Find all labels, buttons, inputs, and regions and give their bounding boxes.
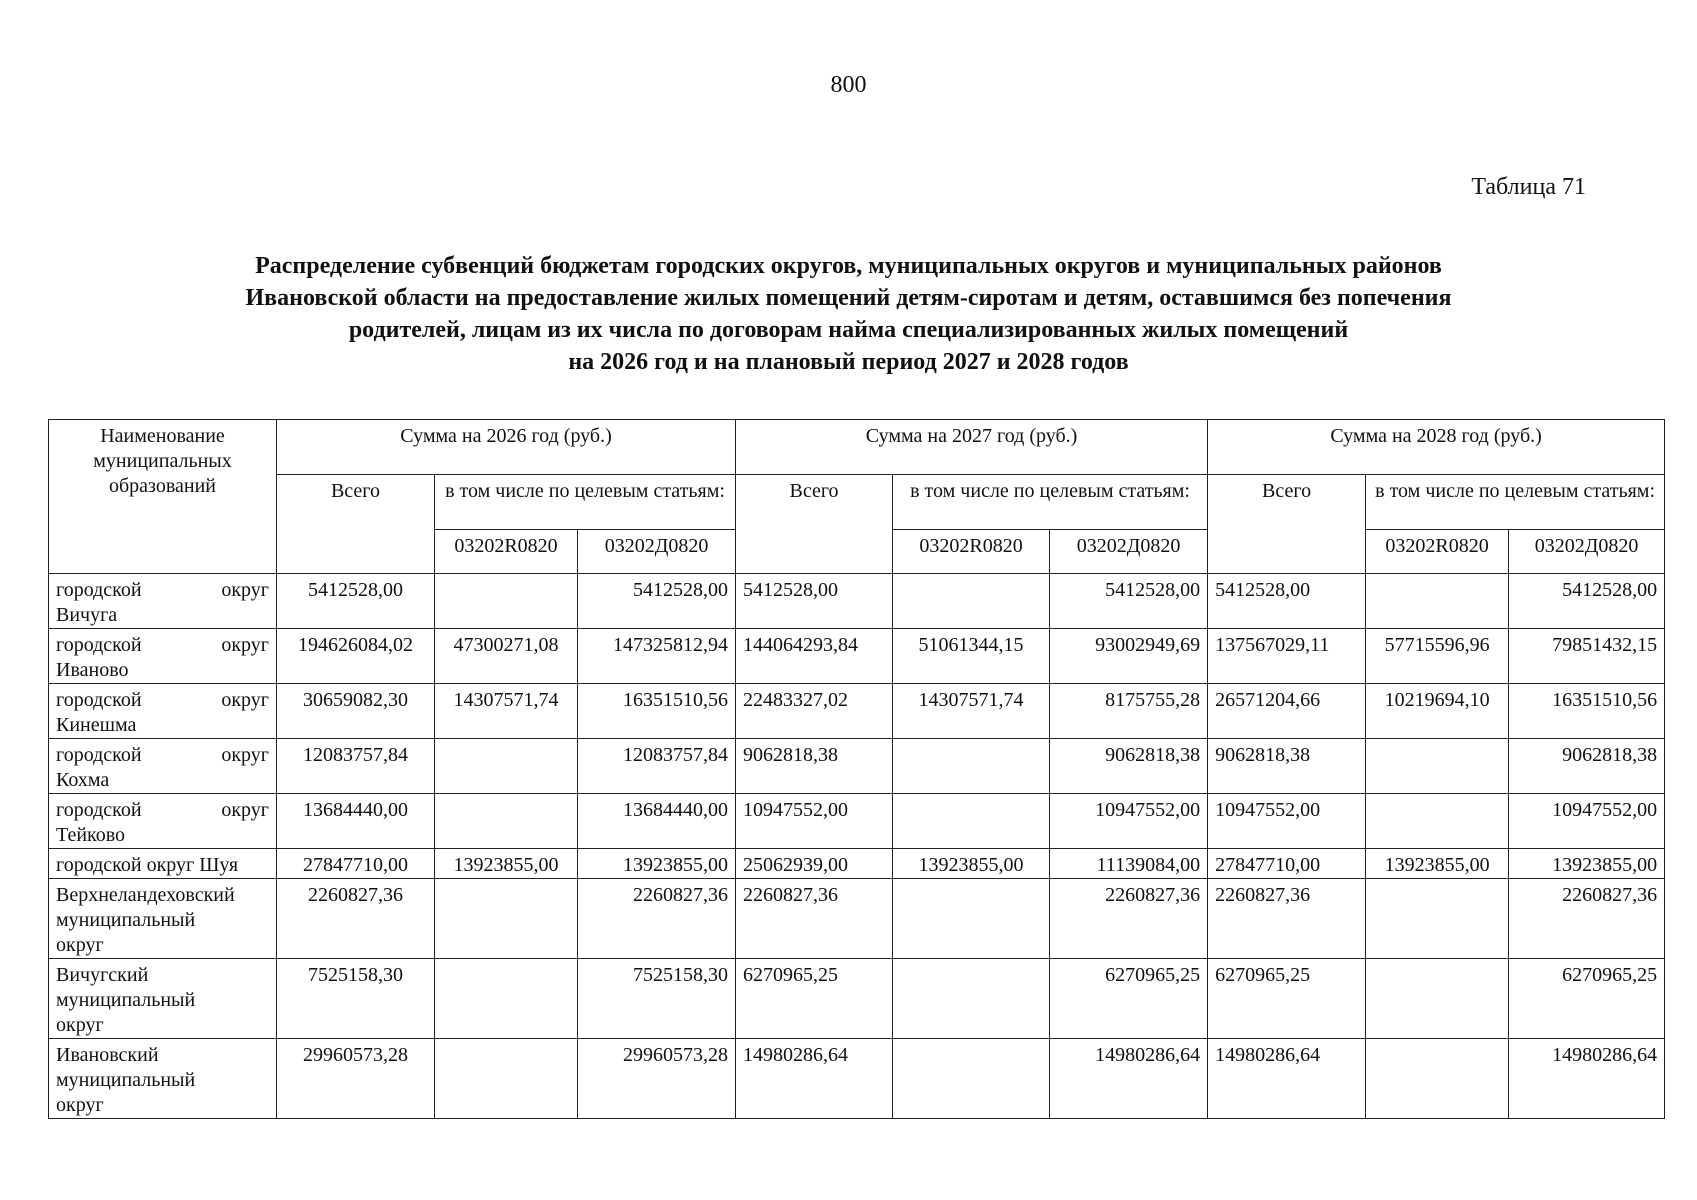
value-cell bbox=[1366, 739, 1509, 794]
value-cell: 10947552,00 bbox=[736, 794, 893, 849]
value-cell bbox=[893, 879, 1050, 959]
table-row bbox=[49, 794, 1665, 849]
value-cell: 6270965,25 bbox=[1208, 959, 1366, 1039]
value-cell: 2260827,36 bbox=[736, 879, 893, 959]
value-cell: 14980286,64 bbox=[1050, 1039, 1208, 1119]
municipality-name: городской округ Вичуга bbox=[49, 574, 277, 629]
value-cell: 93002949,69 bbox=[1050, 629, 1208, 684]
value-cell bbox=[1366, 879, 1509, 959]
header-incl-2026: в том числе по целевым статьям: bbox=[435, 475, 736, 530]
value-cell: 2260827,36 bbox=[277, 879, 435, 959]
header-year-2028: Сумма на 2028 год (руб.) bbox=[1208, 420, 1665, 475]
value-cell bbox=[893, 1039, 1050, 1119]
title-line: родителей, лицам из их числа по договорам найма специализированных жилых помещений bbox=[348, 317, 1349, 343]
value-cell: 144064293,84 bbox=[736, 629, 893, 684]
municipality-name: городской округ Кохма bbox=[49, 739, 277, 794]
value-cell: 16351510,56 bbox=[1509, 684, 1665, 739]
value-cell: 2260827,36 bbox=[1050, 879, 1208, 959]
value-cell: 13923855,00 bbox=[578, 849, 736, 879]
municipality-name: городской округ Кинешма bbox=[49, 684, 277, 739]
value-cell: 13923855,00 bbox=[1509, 849, 1665, 879]
value-cell: 6270965,25 bbox=[736, 959, 893, 1039]
municipality-name: Вичугский муниципальный округ bbox=[49, 959, 277, 1039]
title-line: Распределение субвенций бюджетам городских округов, муниципальных округов и муниципальных районов bbox=[255, 253, 1442, 279]
header-row bbox=[49, 420, 1665, 475]
value-cell: 9062818,38 bbox=[736, 739, 893, 794]
value-cell bbox=[1366, 794, 1509, 849]
value-cell: 57715596,96 bbox=[1366, 629, 1509, 684]
value-cell: 12083757,84 bbox=[277, 739, 435, 794]
value-cell: 27847710,00 bbox=[1208, 849, 1366, 879]
value-cell: 13923855,00 bbox=[435, 849, 578, 879]
value-cell: 13684440,00 bbox=[277, 794, 435, 849]
value-cell: 25062939,00 bbox=[736, 849, 893, 879]
value-cell: 27847710,00 bbox=[277, 849, 435, 879]
municipality-name: городской округ Шуя bbox=[49, 849, 277, 879]
value-cell bbox=[435, 1039, 578, 1119]
value-cell: 29960573,28 bbox=[277, 1039, 435, 1119]
value-cell: 14307571,74 bbox=[435, 684, 578, 739]
title-line: Ивановской области на предоставление жилых помещений детям-сиротам и детям, оставшимся без попечения bbox=[245, 285, 1452, 311]
value-cell: 5412528,00 bbox=[1208, 574, 1366, 629]
value-cell: 51061344,15 bbox=[893, 629, 1050, 684]
value-cell: 5412528,00 bbox=[277, 574, 435, 629]
header-total-2027: Всего bbox=[736, 475, 893, 574]
header-code-d-2027: 03202Д0820 bbox=[1050, 530, 1208, 574]
value-cell: 14980286,64 bbox=[1208, 1039, 1366, 1119]
value-cell: 12083757,84 bbox=[578, 739, 736, 794]
value-cell: 137567029,11 bbox=[1208, 629, 1366, 684]
title-line: на 2026 год и на плановый период 2027 и 2028 годов bbox=[568, 349, 1129, 375]
municipality-name: Ивановский муниципальный округ bbox=[49, 1039, 277, 1119]
value-cell: 2260827,36 bbox=[578, 879, 736, 959]
value-cell: 29960573,28 bbox=[578, 1039, 736, 1119]
header-incl-2028: в том числе по целевым статьям: bbox=[1366, 475, 1665, 530]
header-code-r-2027: 03202R0820 bbox=[893, 530, 1050, 574]
value-cell: 5412528,00 bbox=[736, 574, 893, 629]
value-cell: 2260827,36 bbox=[1509, 879, 1665, 959]
header-year-2027: Сумма на 2027 год (руб.) bbox=[736, 420, 1208, 475]
value-cell bbox=[1366, 1039, 1509, 1119]
value-cell bbox=[893, 739, 1050, 794]
value-cell: 9062818,38 bbox=[1050, 739, 1208, 794]
value-cell bbox=[893, 959, 1050, 1039]
table-row bbox=[49, 574, 1665, 629]
header-code-r-2028: 03202R0820 bbox=[1366, 530, 1509, 574]
value-cell: 14980286,64 bbox=[736, 1039, 893, 1119]
value-cell: 147325812,94 bbox=[578, 629, 736, 684]
municipality-name: городской округ Тейково bbox=[49, 794, 277, 849]
value-cell: 7525158,30 bbox=[578, 959, 736, 1039]
value-cell bbox=[1366, 959, 1509, 1039]
value-cell bbox=[1366, 574, 1509, 629]
table-row bbox=[49, 849, 1665, 879]
value-cell: 194626084,02 bbox=[277, 629, 435, 684]
value-cell: 10219694,10 bbox=[1366, 684, 1509, 739]
header-total-2026: Всего bbox=[277, 475, 435, 574]
value-cell: 22483327,02 bbox=[736, 684, 893, 739]
value-cell: 5412528,00 bbox=[1050, 574, 1208, 629]
municipality-name: Верхнеландеховский муниципальный округ bbox=[49, 879, 277, 959]
header-name-col: Наименование муниципальных образований bbox=[49, 420, 277, 574]
value-cell: 13923855,00 bbox=[893, 849, 1050, 879]
table-label: Таблица 71 bbox=[1471, 174, 1586, 200]
value-cell bbox=[435, 574, 578, 629]
value-cell: 6270965,25 bbox=[1509, 959, 1665, 1039]
value-cell bbox=[893, 794, 1050, 849]
table-row bbox=[49, 1039, 1665, 1119]
value-cell: 9062818,38 bbox=[1509, 739, 1665, 794]
value-cell: 7525158,30 bbox=[277, 959, 435, 1039]
value-cell: 79851432,15 bbox=[1509, 629, 1665, 684]
value-cell: 10947552,00 bbox=[1208, 794, 1366, 849]
value-cell: 13923855,00 bbox=[1366, 849, 1509, 879]
value-cell bbox=[435, 959, 578, 1039]
table-row bbox=[49, 629, 1665, 684]
table-row bbox=[49, 684, 1665, 739]
header-incl-2027: в том числе по целевым статьям: bbox=[893, 475, 1208, 530]
table-row bbox=[49, 959, 1665, 1039]
header-code-d-2026: 03202Д0820 bbox=[578, 530, 736, 574]
value-cell: 13684440,00 bbox=[578, 794, 736, 849]
value-cell: 16351510,56 bbox=[578, 684, 736, 739]
value-cell: 6270965,25 bbox=[1050, 959, 1208, 1039]
table-row bbox=[49, 879, 1665, 959]
value-cell: 30659082,30 bbox=[277, 684, 435, 739]
value-cell: 11139084,00 bbox=[1050, 849, 1208, 879]
header-year-2026: Сумма на 2026 год (руб.) bbox=[277, 420, 736, 475]
header-code-d-2028: 03202Д0820 bbox=[1509, 530, 1665, 574]
header-code-r-2026: 03202R0820 bbox=[435, 530, 578, 574]
value-cell: 14980286,64 bbox=[1509, 1039, 1665, 1119]
value-cell bbox=[893, 574, 1050, 629]
value-cell: 10947552,00 bbox=[1050, 794, 1208, 849]
value-cell: 14307571,74 bbox=[893, 684, 1050, 739]
value-cell: 47300271,08 bbox=[435, 629, 578, 684]
value-cell: 2260827,36 bbox=[1208, 879, 1366, 959]
municipality-name: городской округ Иваново bbox=[49, 629, 277, 684]
value-cell: 5412528,00 bbox=[1509, 574, 1665, 629]
table-row bbox=[49, 739, 1665, 794]
value-cell bbox=[435, 794, 578, 849]
header-total-2028: Всего bbox=[1208, 475, 1366, 574]
page-number: 800 bbox=[830, 72, 867, 98]
value-cell: 10947552,00 bbox=[1509, 794, 1665, 849]
value-cell: 8175755,28 bbox=[1050, 684, 1208, 739]
header-row bbox=[49, 475, 1665, 530]
value-cell bbox=[435, 879, 578, 959]
value-cell: 26571204,66 bbox=[1208, 684, 1366, 739]
document-title bbox=[100, 250, 1597, 378]
value-cell: 9062818,38 bbox=[1208, 739, 1366, 794]
value-cell: 5412528,00 bbox=[578, 574, 736, 629]
subventions-table bbox=[48, 419, 1665, 1119]
value-cell bbox=[435, 739, 578, 794]
